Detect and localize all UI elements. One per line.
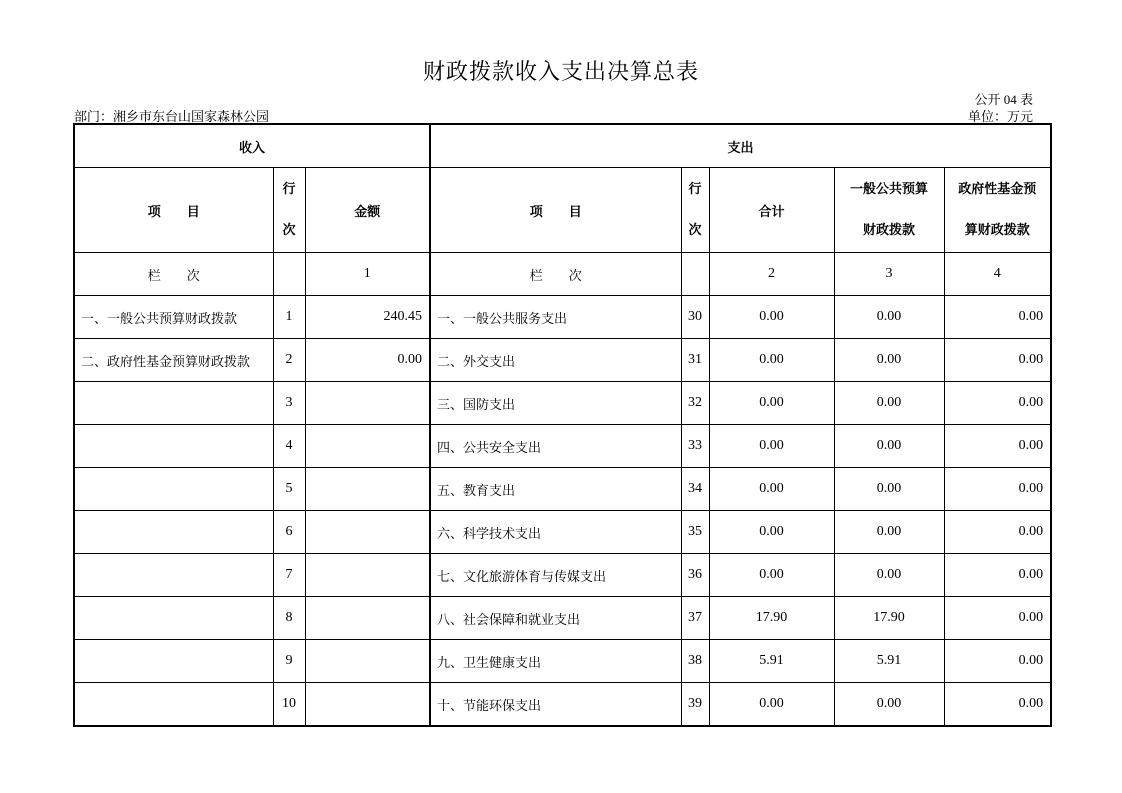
amount-header: 金额: [305, 168, 430, 253]
income-item-header: 项 目: [74, 168, 273, 253]
gov-fund-cell: 0.00: [944, 339, 1051, 382]
income-amount-cell: [305, 382, 430, 425]
general-budget-cell: 17.90: [834, 597, 944, 640]
general-budget-bottom: 财政拨款: [863, 223, 916, 238]
income-amount-cell: [305, 640, 430, 683]
row-no-top: 行: [688, 182, 702, 197]
row-no-bottom: 次: [688, 223, 702, 238]
expense-item-cell: 三、国防支出: [430, 382, 681, 425]
general-budget-cell: 0.00: [834, 296, 944, 339]
income-row-no-cell: 10: [273, 683, 305, 727]
income-item-cell: [74, 382, 273, 425]
expense-row-no-cell: 36: [681, 554, 709, 597]
income-row-no-cell: 8: [273, 597, 305, 640]
table-row: [74, 597, 1051, 640]
empty-cell: [273, 253, 305, 296]
general-budget-cell: 0.00: [834, 683, 944, 727]
gov-fund-cell: 0.00: [944, 597, 1051, 640]
income-row-no-cell: 6: [273, 511, 305, 554]
table-row: [74, 511, 1051, 554]
income-amount-cell: 0.00: [305, 339, 430, 382]
total-cell: 0.00: [709, 683, 834, 727]
expense-item-header: 项 目: [430, 168, 681, 253]
row-no-bottom: 次: [282, 223, 296, 238]
expense-item-cell: 八、社会保障和就业支出: [430, 597, 681, 640]
total-cell: 0.00: [709, 468, 834, 511]
expense-row-no-cell: 37: [681, 597, 709, 640]
table-row: [74, 425, 1051, 468]
income-amount-cell: [305, 554, 430, 597]
income-item-cell: [74, 511, 273, 554]
gov-fund-cell: 0.00: [944, 296, 1051, 339]
gov-fund-top: 政府性基金预: [958, 182, 1037, 197]
income-item-cell: 一、一般公共预算财政拨款: [74, 296, 273, 339]
page-title: 财政拨款收入支出决算总表: [422, 60, 699, 85]
general-budget-header: [834, 168, 944, 253]
expense-item-cell: 一、一般公共服务支出: [430, 296, 681, 339]
expense-row-no-header: [681, 168, 709, 253]
table-row: [74, 296, 1051, 339]
total-cell: 0.00: [709, 425, 834, 468]
income-row-no-cell: 5: [273, 468, 305, 511]
gov-fund-cell: 0.00: [944, 511, 1051, 554]
column-index-1: 1: [305, 253, 430, 296]
column-index-2: 2: [709, 253, 834, 296]
gov-fund-cell: 0.00: [944, 640, 1051, 683]
income-amount-cell: [305, 597, 430, 640]
income-amount-cell: [305, 425, 430, 468]
table-row: [74, 468, 1051, 511]
expense-row-no-cell: 33: [681, 425, 709, 468]
expense-item-cell: 九、卫生健康支出: [430, 640, 681, 683]
income-row-no-cell: 1: [273, 296, 305, 339]
income-amount-cell: 240.45: [305, 296, 430, 339]
fiscal-appropriation-table: [73, 123, 1052, 727]
column-label-income: 栏 次: [74, 253, 273, 296]
expense-row-no-cell: 38: [681, 640, 709, 683]
income-header: 收入: [74, 124, 430, 168]
general-budget-cell: 0.00: [834, 382, 944, 425]
department-label: 部门：湘乡市东台山国家森林公园: [74, 110, 270, 125]
expense-item-cell: 四、公共安全支出: [430, 425, 681, 468]
form-number: 公开 04 表: [974, 92, 1033, 107]
income-row-no-header: [273, 168, 305, 253]
total-cell: 0.00: [709, 296, 834, 339]
table-row: [74, 683, 1051, 727]
income-item-cell: [74, 640, 273, 683]
expense-row-no-cell: 35: [681, 511, 709, 554]
income-item-cell: [74, 468, 273, 511]
column-index-4: 4: [944, 253, 1051, 296]
gov-fund-header: [944, 168, 1051, 253]
income-item-cell: [74, 683, 273, 727]
table-row: [74, 640, 1051, 683]
gov-fund-cell: 0.00: [944, 683, 1051, 727]
expense-item-cell: 七、文化旅游体育与传媒支出: [430, 554, 681, 597]
expense-row-no-cell: 30: [681, 296, 709, 339]
general-budget-top: 一般公共预算: [850, 182, 929, 197]
empty-cell: [681, 253, 709, 296]
general-budget-cell: 0.00: [834, 425, 944, 468]
column-index-3: 3: [834, 253, 944, 296]
table-row: [74, 554, 1051, 597]
total-cell: 5.91: [709, 640, 834, 683]
income-row-no-cell: 3: [273, 382, 305, 425]
income-row-no-cell: 2: [273, 339, 305, 382]
row-no-top: 行: [282, 182, 296, 197]
income-amount-cell: [305, 468, 430, 511]
expense-item-cell: 五、教育支出: [430, 468, 681, 511]
income-item-cell: [74, 425, 273, 468]
income-item-cell: [74, 554, 273, 597]
income-item-cell: 二、政府性基金预算财政拨款: [74, 339, 273, 382]
total-header: 合计: [709, 168, 834, 253]
total-cell: 17.90: [709, 597, 834, 640]
expense-item-cell: 六、科学技术支出: [430, 511, 681, 554]
total-cell: 0.00: [709, 339, 834, 382]
expense-row-no-cell: 39: [681, 683, 709, 727]
income-row-no-cell: 7: [273, 554, 305, 597]
income-row-no-cell: 4: [273, 425, 305, 468]
general-budget-cell: 0.00: [834, 511, 944, 554]
table-row: [74, 382, 1051, 425]
gov-fund-cell: 0.00: [944, 554, 1051, 597]
income-amount-cell: [305, 683, 430, 727]
general-budget-cell: 5.91: [834, 640, 944, 683]
gov-fund-cell: 0.00: [944, 425, 1051, 468]
expense-item-cell: 十、节能环保支出: [430, 683, 681, 727]
expense-row-no-cell: 34: [681, 468, 709, 511]
expense-item-cell: 二、外交支出: [430, 339, 681, 382]
gov-fund-cell: 0.00: [944, 468, 1051, 511]
unit-label: 单位：万元: [967, 110, 1033, 125]
general-budget-cell: 0.00: [834, 554, 944, 597]
gov-fund-cell: 0.00: [944, 382, 1051, 425]
income-row-no-cell: 9: [273, 640, 305, 683]
income-item-cell: [74, 597, 273, 640]
income-amount-cell: [305, 511, 430, 554]
expense-row-no-cell: 31: [681, 339, 709, 382]
total-cell: 0.00: [709, 554, 834, 597]
total-cell: 0.00: [709, 511, 834, 554]
gov-fund-bottom: 算财政拨款: [964, 223, 1030, 238]
general-budget-cell: 0.00: [834, 468, 944, 511]
column-label-expense: 栏 次: [430, 253, 681, 296]
expense-header: 支出: [430, 124, 1051, 168]
expense-row-no-cell: 32: [681, 382, 709, 425]
total-cell: 0.00: [709, 382, 834, 425]
general-budget-cell: 0.00: [834, 339, 944, 382]
table-row: [74, 339, 1051, 382]
